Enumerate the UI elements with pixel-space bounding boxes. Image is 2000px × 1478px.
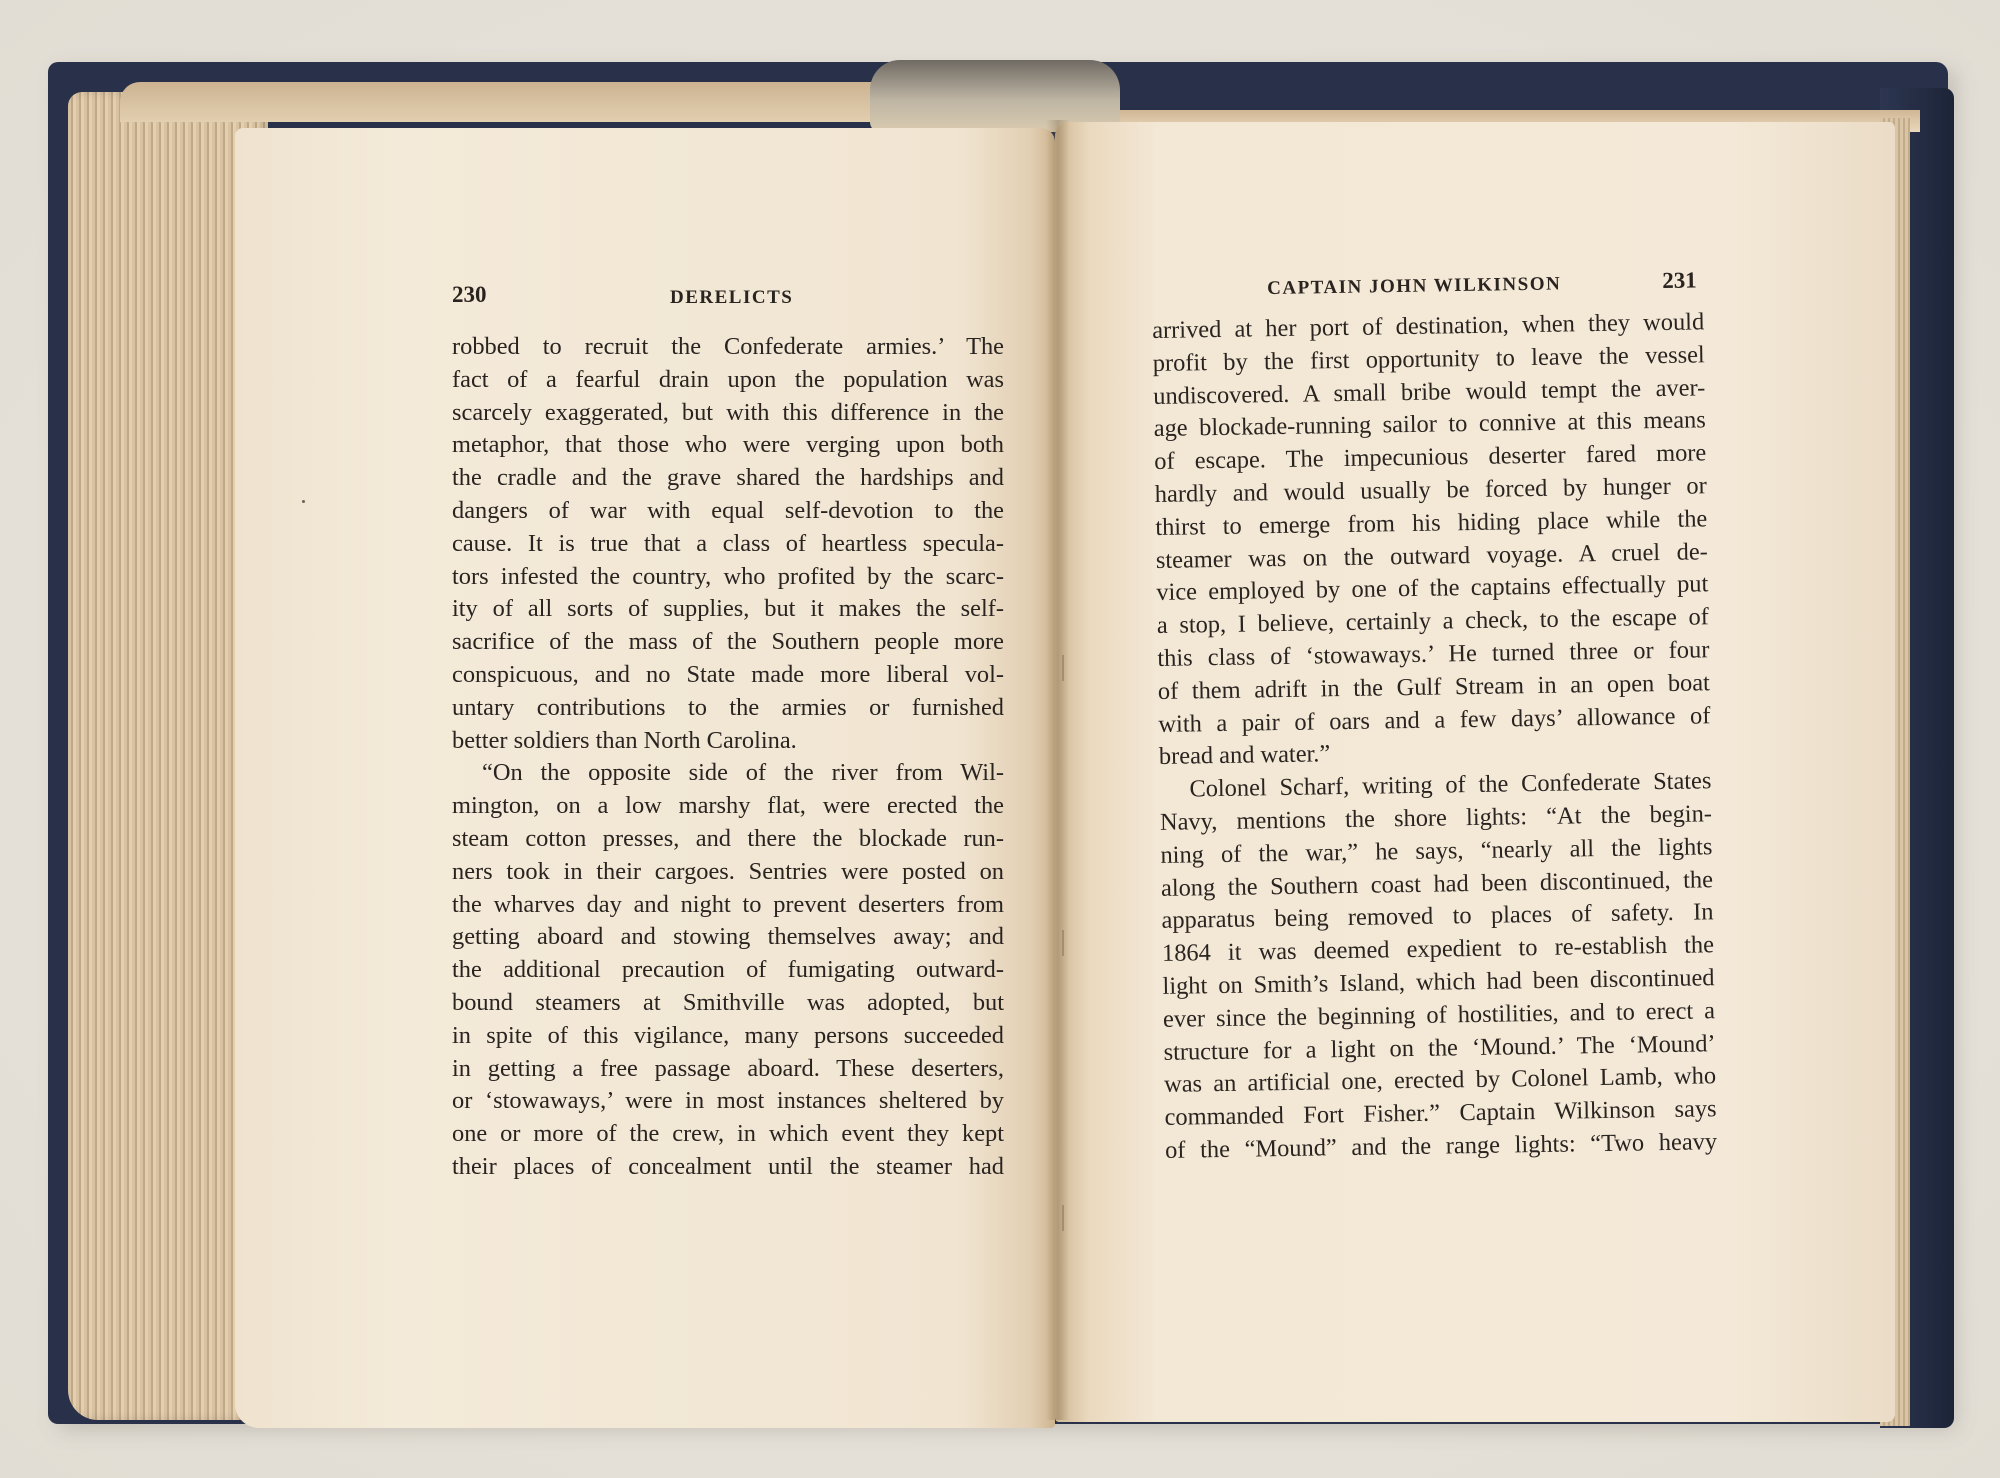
text-line: along the Southern coast had been discontinued, the — [1160, 865, 1714, 902]
text-line: metaphor, that those who were verging upon both — [452, 431, 1004, 459]
text-line: fact of a fearful drain upon the population was — [452, 365, 1004, 393]
text-line: ning of the war,” he says, “nearly all the lights — [1160, 833, 1713, 869]
text-line: their places of concealment until the steamer had — [452, 1152, 1004, 1180]
left-running-head: DERELICTS — [670, 287, 794, 308]
text-line: apparatus being removed to places of safety. In — [1161, 898, 1714, 935]
text-line: of the “Mound” and the range lights: “Two heavy — [1164, 1128, 1718, 1164]
text-line: the cradle and the grave shared the hardships and — [452, 464, 1004, 492]
binding-mark — [1062, 655, 1064, 681]
text-line: scarcely exaggerated, but with this difference in the — [452, 398, 1004, 426]
text-line: 1864 it was deemed expedient to re-establish the — [1161, 931, 1715, 968]
right-page-text — [1152, 306, 1717, 1167]
text-line: steamer was on the outward voyage. A cruel de- — [1155, 537, 1708, 574]
binding-mark — [1062, 930, 1064, 956]
text-line: the additional precaution of fumigating outward- — [452, 956, 1004, 984]
text-line: Navy, mentions the shore lights: “At the begin- — [1159, 800, 1713, 836]
text-line: of them adrift in the Gulf Stream in an open boat — [1157, 669, 1711, 705]
text-line: sacrifice of the mass of the Southern people more — [452, 628, 1004, 656]
text-line: thirst to emerge from his hiding place while the — [1155, 505, 1708, 541]
text-line: the wharves day and night to prevent deserters from — [452, 890, 1004, 918]
text-line: bread and water.” — [1158, 740, 1331, 771]
text-line: untary contributions to the armies or furnished — [452, 693, 1004, 721]
text-line: or ‘stowaways,’ were in most instances sheltered by — [452, 1087, 1004, 1115]
text-line: mington, on a low marshy flat, were erected the — [452, 792, 1004, 820]
text-line: bound steamers at Smithville was adopted, but — [452, 988, 1004, 1016]
text-line: arrived at her port of destination, when they would — [1152, 308, 1705, 344]
text-line: a stop, I believe, certainly a check, to the escape of — [1156, 603, 1710, 640]
text-line: age blockade-running sailor to connive at this means — [1153, 406, 1706, 443]
text-line: hardly and would usually be forced by hunger or — [1154, 472, 1707, 508]
page-gutter — [1046, 120, 1070, 1420]
left-page-number: 230 — [452, 282, 487, 307]
text-line: of escape. The impecunious deserter fared more — [1154, 439, 1707, 476]
text-line: getting aboard and stowing themselves away; and — [452, 923, 1004, 951]
text-line: undiscovered. A small bribe would tempt the aver- — [1153, 373, 1706, 410]
text-line: better soldiers than North Carolina. — [452, 726, 797, 754]
text-line: “On the opposite side of the river from Wil- — [482, 759, 1004, 787]
right-page-number: 231 — [1662, 267, 1697, 293]
text-line: in getting a free passage aboard. These deserters, — [452, 1054, 1004, 1082]
text-line: one or more of the crew, in which event they kept — [452, 1120, 1004, 1148]
text-line: cause. It is true that a class of heartless specula- — [452, 529, 1004, 557]
text-line: profit by the first opportunity to leave the vessel — [1152, 341, 1705, 377]
text-line: conspicuous, and no State made more liberal vol- — [452, 660, 1004, 688]
text-line: with a pair of oars and a few days’ allowance of — [1158, 701, 1711, 738]
text-line: Colonel Scharf, writing of the Confederate States — [1189, 767, 1712, 803]
text-line: in spite of this vigilance, many persons succeeded — [452, 1021, 1004, 1049]
text-line: robbed to recruit the Confederate armies.’ The — [452, 333, 1004, 360]
binding-mark — [1062, 1205, 1064, 1231]
left-page-text — [452, 331, 1004, 1184]
text-line: steam cotton presses, and there the blockade run- — [452, 824, 1004, 852]
text-line: was an artificial one, erected by Colonel Lamb, who — [1163, 1062, 1717, 1099]
text-line: structure for a light on the ‘Mound.’ The ‘Mound’ — [1163, 1029, 1716, 1066]
text-line: tors infested the country, who profited by the scarc- — [452, 562, 1004, 590]
text-line: ever since the beginning of hostilities, and to erect a — [1162, 996, 1716, 1033]
text-line: light on Smith’s Island, which had been discontinued — [1162, 964, 1715, 1000]
text-line: ners took in their cargoes. Sentries were posted on — [452, 857, 1004, 885]
text-line: commanded Fort Fisher.” Captain Wilkinson says — [1164, 1095, 1717, 1132]
page-speck — [302, 500, 305, 503]
text-line: dangers of war with equal self-devotion to the — [452, 496, 1004, 524]
text-line: ity of all sorts of supplies, but it makes the self- — [452, 595, 1004, 623]
text-line: this class of ‘stowaways.’ He turned three or four — [1157, 636, 1710, 672]
right-running-head: CAPTAIN JOHN WILKINSON — [1267, 273, 1562, 299]
text-line: vice employed by one of the captains effectually put — [1156, 570, 1709, 607]
